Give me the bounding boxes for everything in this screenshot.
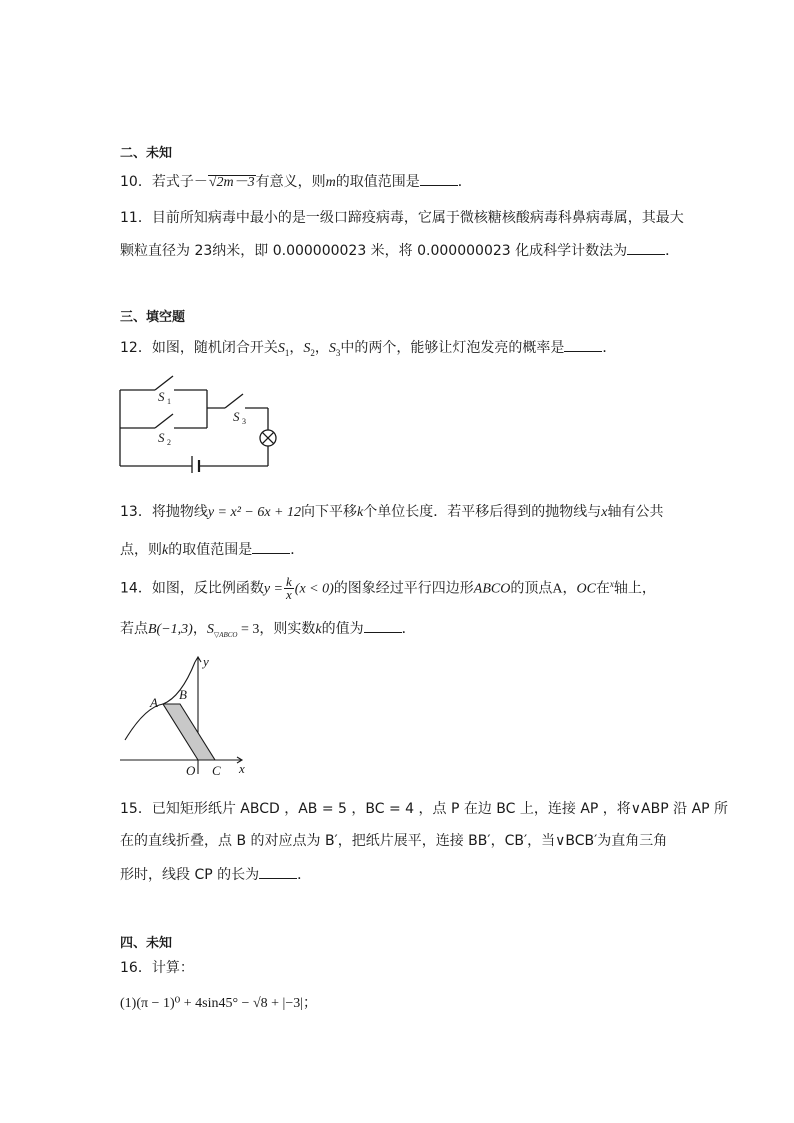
period: ． bbox=[457, 174, 472, 190]
question-text: 有意义，则 bbox=[255, 174, 326, 190]
question-12 bbox=[120, 337, 616, 363]
label-s2-sub: 2 bbox=[167, 438, 171, 447]
question-text: 如图，反比例函数 bbox=[151, 580, 264, 597]
question-text: 个单位长度．若平移后得到的抛物线与 bbox=[363, 504, 602, 520]
math-var: x bbox=[601, 505, 608, 520]
math-var: k bbox=[315, 622, 322, 637]
parabola-expression: y = x² − 6x + 12 bbox=[207, 505, 302, 520]
math-var: OC bbox=[576, 581, 596, 597]
question-text: 的顶点 bbox=[510, 580, 553, 597]
question-text: 若点 bbox=[120, 621, 148, 637]
separator: ， bbox=[289, 340, 304, 356]
switch-s3-blade bbox=[225, 394, 243, 408]
question-text: 如图，随机闭合开关 bbox=[151, 340, 278, 356]
period: ． bbox=[297, 867, 312, 883]
math-var: A bbox=[552, 581, 563, 597]
label-c: C bbox=[212, 763, 221, 778]
question-text: 将抛物线 bbox=[151, 504, 208, 520]
math-var: S bbox=[303, 341, 311, 356]
switch-s2-blade bbox=[155, 414, 173, 428]
separator: ， bbox=[562, 580, 577, 597]
question-10 bbox=[120, 171, 472, 193]
math-var: ABCO bbox=[473, 581, 511, 597]
answer-blank bbox=[252, 539, 290, 554]
question-11-line1: 11．目前所知病毒中最小的是一级口蹄疫病毒，它属于微核糖核酸病毒科鼻病毒属，其最大 bbox=[120, 210, 684, 226]
subscript: ▽ABCO bbox=[213, 630, 238, 639]
answer-blank bbox=[627, 240, 665, 255]
question-text: ，则实数 bbox=[259, 621, 316, 637]
label-b: B bbox=[179, 687, 187, 702]
section-heading-2: 二、未知 bbox=[120, 146, 173, 161]
label-s3: S bbox=[233, 409, 240, 424]
question-text: 的取值范围是 bbox=[168, 542, 253, 558]
separator: ， bbox=[192, 621, 207, 637]
period: ． bbox=[401, 621, 416, 637]
fraction bbox=[284, 576, 294, 601]
label-s1: S bbox=[158, 389, 165, 404]
switch-s1-blade bbox=[155, 376, 173, 390]
math-var: m bbox=[325, 175, 336, 190]
separator: ， bbox=[314, 340, 329, 356]
label-s3-sub: 3 bbox=[242, 417, 246, 426]
subscript: 3 bbox=[335, 347, 341, 358]
math-expression: y = bbox=[263, 581, 283, 597]
question-11-line2 bbox=[120, 240, 679, 261]
math-var: x bbox=[609, 579, 614, 589]
question-14-line2 bbox=[120, 618, 416, 645]
subscript: 1 bbox=[284, 347, 290, 358]
section-heading-3: 三、填空题 bbox=[120, 310, 186, 325]
question-number: 12． bbox=[120, 340, 152, 356]
math-var: k bbox=[357, 505, 364, 520]
answer-blank bbox=[364, 618, 402, 633]
answer-blank bbox=[420, 171, 458, 186]
question-text: 颗粒直径为 23纳米，即 0.000000023 米，将 0.000000023 化成科学计数法为 bbox=[120, 243, 628, 259]
fraction-denominator: x bbox=[286, 587, 292, 603]
fraction-numerator: k bbox=[286, 574, 292, 590]
answer-blank bbox=[564, 337, 602, 352]
math-var: S bbox=[206, 622, 214, 637]
label-o: O bbox=[186, 763, 196, 778]
question-14-line1 bbox=[120, 574, 656, 601]
question-text: 向下平移 bbox=[301, 504, 358, 520]
math-var: S bbox=[328, 341, 336, 356]
hyperbola-parallelogram-graph bbox=[115, 652, 260, 782]
label-a: A bbox=[150, 695, 158, 710]
question-text: 形时，线段 CP 的长为 bbox=[120, 867, 260, 883]
math-condition: (x < 0) bbox=[294, 581, 334, 597]
question-text: 的取值范围是 bbox=[335, 174, 420, 190]
question-15-line1: 15．已知矩形纸片 ABCD ，AB = 5 ，BC = 4 ，点 P 在边 BC 上，连接 AP ，将∨ABP 沿 AP 所 bbox=[120, 801, 729, 817]
parallelogram-abco bbox=[163, 704, 215, 760]
point-coordinate: B(−1,3) bbox=[148, 622, 193, 637]
section-heading-4: 四、未知 bbox=[120, 936, 173, 951]
question-number: 14． bbox=[120, 580, 152, 597]
subscript: 2 bbox=[310, 347, 315, 358]
question-text: 在 bbox=[595, 580, 610, 597]
question-text: 的值为 bbox=[321, 621, 364, 637]
question-16-expression: (1)(π − 1)⁰ + 4sin45° − √8 + |−3|； bbox=[120, 996, 318, 1011]
period: ． bbox=[290, 542, 305, 558]
question-text: 中的两个，能够让灯泡发亮的概率是 bbox=[340, 340, 565, 356]
question-text: 轴上， bbox=[613, 580, 656, 597]
question-text: 轴有公共 bbox=[607, 504, 664, 520]
question-text: 若式子 bbox=[151, 174, 194, 190]
question-13-line1 bbox=[120, 502, 663, 523]
period: ． bbox=[602, 340, 617, 356]
math-sign: － bbox=[193, 175, 208, 190]
math-expression: = 3 bbox=[237, 622, 260, 637]
question-15-line2: 在的直线折叠，点 B 的对应点为 B′，把纸片展平，连接 BB′，CB′，当∨BCB′为直角三角 bbox=[120, 833, 668, 849]
label-s1-sub: 1 bbox=[167, 397, 171, 406]
radicand: 2m－3 bbox=[216, 175, 255, 190]
question-13-line2 bbox=[120, 539, 304, 561]
math-var: k bbox=[162, 543, 169, 558]
label-x: x bbox=[239, 761, 245, 776]
question-15-line3 bbox=[120, 864, 311, 885]
answer-blank bbox=[259, 864, 297, 879]
period: ． bbox=[665, 243, 680, 259]
math-var: S bbox=[277, 341, 285, 356]
question-16-line1: 16．计算： bbox=[120, 960, 194, 976]
circuit-diagram bbox=[110, 368, 290, 473]
question-text: 点，则 bbox=[120, 542, 162, 558]
question-number: 10． bbox=[120, 174, 152, 190]
question-number: 13． bbox=[120, 504, 152, 520]
label-y: y bbox=[203, 654, 209, 669]
question-text: 的图象经过平行四边形 bbox=[333, 580, 474, 597]
sqrt-expression: √2m－3 bbox=[208, 175, 255, 190]
label-s2: S bbox=[158, 430, 165, 445]
